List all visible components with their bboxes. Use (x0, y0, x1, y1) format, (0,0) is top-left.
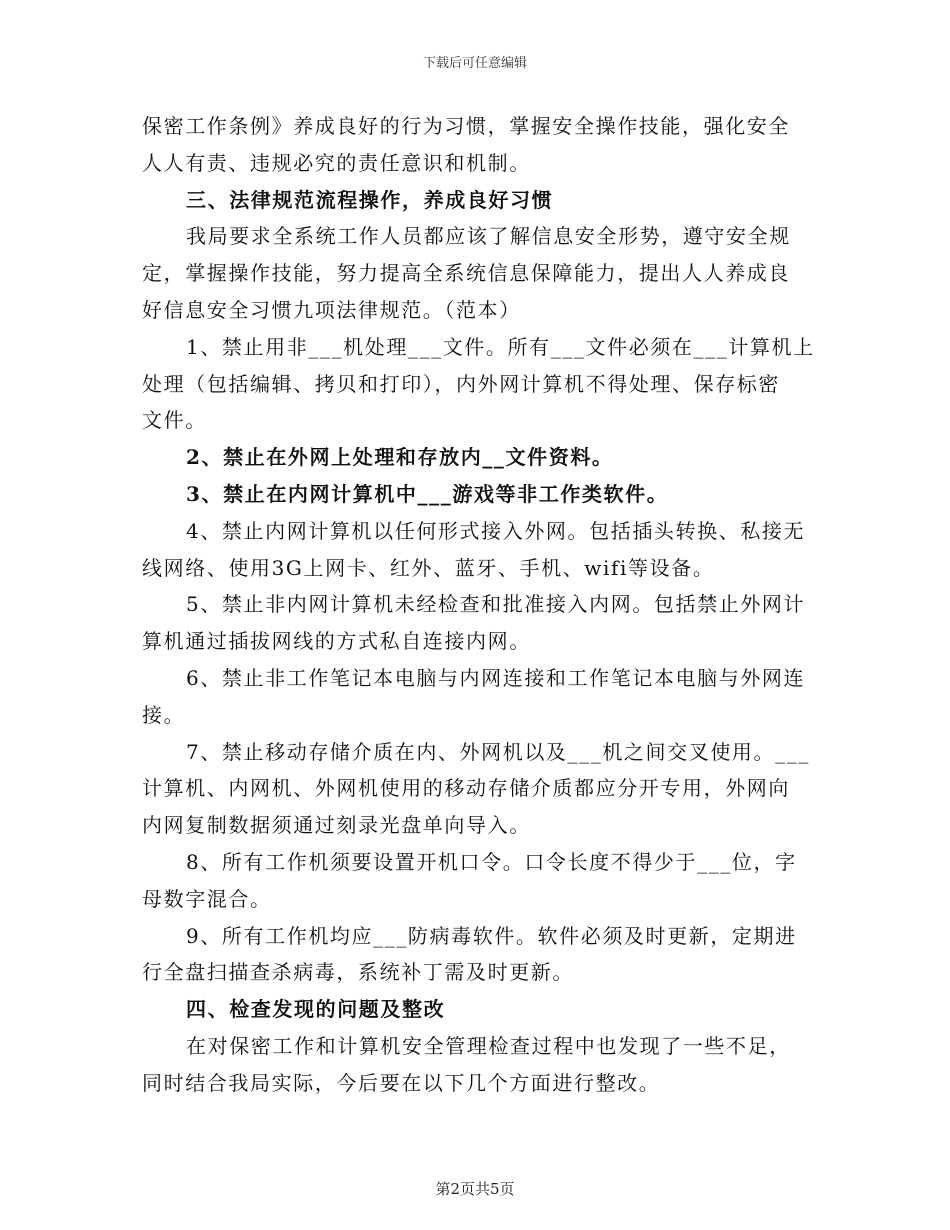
text-line: 计算机、内网机、外网机使用的移动存储介质都应分开专用，外网向 (142, 776, 790, 801)
document-body (142, 108, 815, 1102)
text-line: 文件。 (142, 408, 207, 433)
text-line: 好信息安全习惯九项法律规范。（范本） (142, 297, 521, 322)
text-line: 在对保密工作和计算机安全管理检查过程中也发现了一些不足， (186, 1033, 791, 1058)
text-line: 处理（包括编辑、拷贝和打印），内外网计算机不得处理、保存标密 (142, 371, 780, 396)
section-heading: 三、法律规范流程操作，养成良好习惯 (186, 187, 554, 212)
text-line: 我局要求全系统工作人员都应该了解信息安全形势，遵守安全规 (186, 224, 791, 249)
text-line: 接。 (142, 702, 186, 727)
text-line: 定，掌握操作技能，努力提高全系统信息保障能力，提出人人养成良 (142, 261, 790, 286)
list-item-9: 9、所有工作机均应___防病毒软件。软件必须及时更新，定期进 (186, 923, 797, 948)
list-item-3: 3、禁止在内网计算机中___游戏等非工作类软件。 (186, 481, 669, 506)
text-line: 行全盘扫描查杀病毒，系统补丁需及时更新。 (142, 960, 574, 985)
list-item-1: 1、禁止用非___机处理___文件。所有___文件必须在___计算机上 (186, 334, 815, 359)
list-item-7: 7、禁止移动存储介质在内、外网机以及___机之间交叉使用。___ (186, 739, 810, 764)
text-line: 人人有责、违规必究的责任意识和机制。 (142, 150, 531, 175)
page-header: 下载后可任意编辑 (422, 56, 527, 71)
list-item-5: 5、禁止非内网计算机未经检查和批准接入内网。包括禁止外网计 (186, 592, 806, 617)
text-line: 保密工作条例》养成良好的行为习惯，掌握安全操作技能，强化安全 (142, 114, 790, 138)
list-item-8: 8、所有工作机须要设置开机口令。口令长度不得少于___位，字 (186, 849, 797, 874)
page-footer: 第2页共5页 (435, 1180, 515, 1198)
text-line: 内网复制数据须通过刻录光盘单向导入。 (142, 813, 531, 838)
list-item-6: 6、禁止非工作笔记本电脑与内网连接和工作笔记本电脑与外网连 (186, 665, 806, 690)
text-line: 算机通过插拔网线的方式私自连接内网。 (142, 629, 531, 654)
section-heading: 四、检查发现的问题及整改 (186, 997, 446, 1022)
list-item-2: 2、禁止在外网上处理和存放内__文件资料。 (186, 445, 614, 470)
text-line: 同时结合我局实际，今后要在以下几个方面进行整改。 (142, 1070, 661, 1095)
text-line: 线网络、使用3G上网卡、红外、蓝牙、手机、wifi等设备。 (142, 555, 715, 580)
text-line: 母数字混合。 (142, 886, 272, 911)
list-item-4: 4、禁止内网计算机以任何形式接入外网。包括插头转换、私接无 (186, 518, 806, 543)
